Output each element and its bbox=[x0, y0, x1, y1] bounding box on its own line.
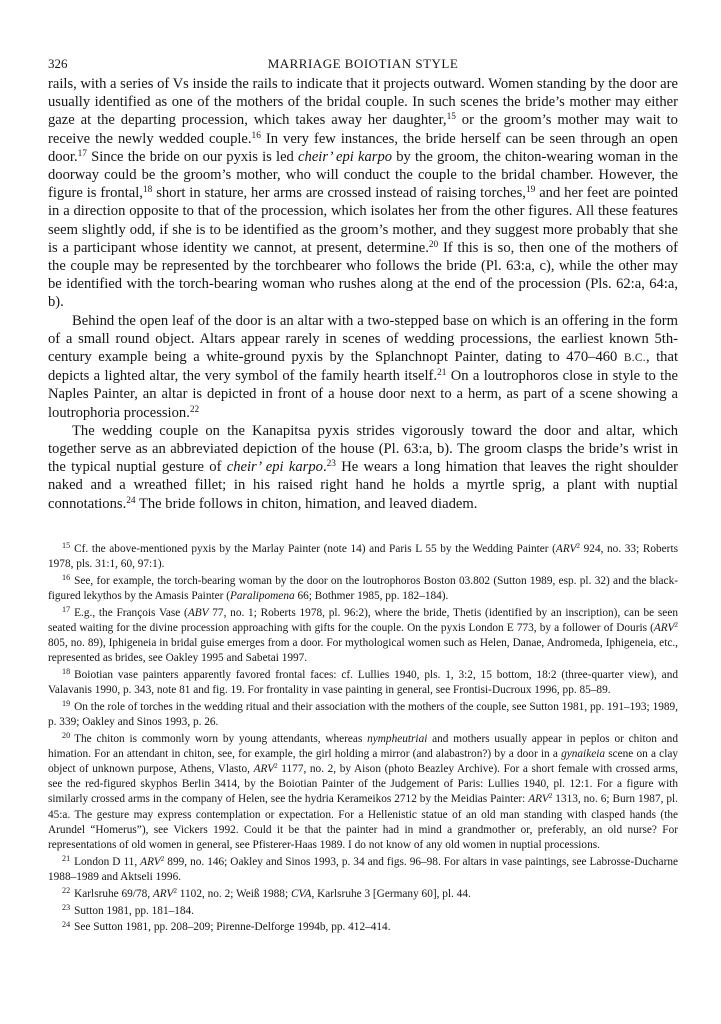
footnote-italic: ARV bbox=[528, 793, 549, 806]
footnotes bbox=[48, 542, 678, 936]
paragraph-1-note-ref: 15 bbox=[446, 112, 456, 123]
paragraph-2-note-ref: 22 bbox=[189, 404, 200, 415]
footnote-22 bbox=[48, 887, 678, 902]
footnote-text: scene on a clay object of unknown purpose, Athens, Vlasto, bbox=[48, 748, 678, 776]
paragraph-1 bbox=[48, 75, 678, 312]
footnote-text: See, for example, the torch-bearing woman by the door on the loutrophoros Boston 03.802 (Sutton 1989, esp. pl. 32) and the black-figured lekythos by the Amasis Painter ( bbox=[48, 574, 678, 603]
footnote-note-ref: 2 bbox=[674, 621, 678, 630]
footnote-21 bbox=[48, 855, 678, 885]
footnote-text: 924, no. 33; Roberts 1978, pls. 31:1, 60, 97:1). bbox=[48, 543, 678, 571]
paragraph-3-text: . bbox=[322, 459, 327, 476]
paragraph-3-text: The wedding couple on the Kanapitsa pyxis strides vigorously toward the door and altar, which together serve as an abbreviated depiction of the house (Pl. 63:a, b). The groom clasps the bride’s wrist in the typical nuptial gesture of bbox=[48, 422, 678, 476]
paragraph-3 bbox=[48, 422, 678, 513]
paragraph-1-text: and her feet are pointed in a direction opposite to that of the procession, which isolates her from the other figures. All these features seem slightly odd, if she is to be identified as the groom’s mother, and they suggest more probably that she is a participant whose identity we cannot, at present, determine. bbox=[48, 185, 679, 256]
footnote-italic: ARV bbox=[653, 622, 675, 635]
footnote-text: 899, no. 146; Oakley and Sinos 1993, p. 34 and figs. 96–98. For altars in vase paintings, see Labrosse-Ducharne 1988–1989 and Aktseli 1996. bbox=[48, 855, 678, 883]
running-header bbox=[48, 56, 678, 74]
footnote-text: , Karlsruhe 3 [Germany 60], pl. 44. bbox=[311, 887, 471, 900]
paragraph-3-italic: cheir’ epi karpo bbox=[226, 459, 323, 476]
footnote-text: Boiotian vase painters apparently favored frontal faces: cf. Lullies 1940, pls. 1, 3:2, 15 bottom, 18:2 (three-quarter view), and Valavanis 1990, p. 343, note 81 and fig. 19. For frontality in vase painting in general, see Frontisi-Ducroux 1996, pp. 85–89. bbox=[48, 669, 678, 697]
footnote-text: The chiton is commonly worn by young attendants, whereas bbox=[74, 733, 368, 746]
paragraph-3-note-ref: 23 bbox=[326, 459, 336, 470]
footnote-italic: ARV bbox=[140, 855, 161, 868]
footnote-italic: gynaikeia bbox=[561, 748, 606, 761]
footnote-text: 1313, no. 6; Burn 1987, pl. 45:a. The gesture may express contemplation or expectation. For a Hellenistic statue of an old man standing with clasped hands (the Arundel “Homerus”), see Vickers 1992. Could it be that the painter had in mind a grandmother or, preferably, an old nurse? For representations of old women in general, see Pfisterer-Haas 1989. I do not know of any old women in nuptial processions. bbox=[48, 793, 678, 851]
paragraph-2-text: B.C. bbox=[623, 352, 646, 365]
paragraph-3-text: The bride follows in chiton, himation, and leaved diadem. bbox=[135, 495, 478, 512]
footnote-note-ref: 2 bbox=[160, 854, 165, 863]
paragraph-1-note-ref: 18 bbox=[142, 185, 153, 196]
footnote-text: 77, no. 1; Roberts 1978, pl. 96:2), where the bride, Thetis (identified by an inscription), can be seen seated waiting for the divine procession approaching with gifts for the couple. On the pyxis London E 773, by a follower of Douris ( bbox=[48, 606, 678, 635]
footnote-note-ref: 2 bbox=[576, 542, 581, 551]
paragraph-1-text: rails, with a series of Vs inside the rails to indicate that it projects outward. Women standing by the door are usually identified as one of the mothers of the bridal couple. In such scenes the bride’s mother may either gaze at the departing procession, which takes away her daughter, bbox=[48, 76, 678, 129]
paragraph-1-text: Since the bride on our pyxis is led bbox=[86, 148, 299, 165]
paragraph-1-text: short in stature, her arms are crossed instead of raising torches, bbox=[152, 185, 526, 202]
footnote-16 bbox=[48, 574, 678, 604]
footnote-text: See Sutton 1981, pp. 208–209; Pirenne-Delforge 1994b, pp. 412–414. bbox=[74, 921, 391, 934]
footnote-number: 18 bbox=[62, 667, 71, 677]
footnote-number: 17 bbox=[62, 605, 71, 615]
footnote-text: Karlsruhe 69/78, bbox=[74, 887, 153, 900]
footnote-note-ref: 2 bbox=[173, 886, 177, 895]
paragraph-1-note-ref: 16 bbox=[251, 130, 261, 141]
footnote-19 bbox=[48, 700, 678, 730]
footnote-18 bbox=[48, 668, 678, 698]
footnote-23 bbox=[48, 904, 678, 919]
footnote-17 bbox=[48, 606, 678, 666]
footnote-italic: nympheutriai bbox=[367, 733, 428, 746]
footnote-text: 805, no. 89), Iphigeneia in bridal guise emerges from a door. For mythological women such as Helen, Danae, Andromeda, Iphigeneia, etc., represented as brides, see Oakley 1995 and Sabetai 1997. bbox=[48, 637, 678, 665]
footnote-24 bbox=[48, 920, 678, 935]
paragraph-3-text: He wears a long himation that leaves the right shoulder naked and a wreathed fillet; in his raised right hand he holds a myrtle sprig, a plant with nuptial connotations. bbox=[48, 459, 678, 512]
paragraph-2-text: On a loutrophoros close in style to the Naples Painter, an altar is depicted in front of a house door next to a herm, as part of a scene showing a loutrophoria procession. bbox=[48, 368, 678, 421]
footnote-text: E.g., the François Vase ( bbox=[74, 606, 188, 619]
footnote-text: London D 11, bbox=[74, 855, 141, 868]
running-title: MARRIAGE BOIOTIAN STYLE bbox=[267, 56, 459, 71]
paragraph-1-italic: cheir’ epi karpo bbox=[298, 148, 393, 165]
footnote-15 bbox=[48, 542, 678, 572]
footnote-text: and mothers usually appear in peplos or chiton and himation. For an attendant in chiton, see, for example, the girl holding a mirror (and alabastron?) by a door in a bbox=[48, 733, 678, 761]
paragraph-1-note-ref: 19 bbox=[525, 185, 536, 196]
footnote-italic: CVA bbox=[290, 887, 312, 900]
footnote-italic: ABV bbox=[187, 606, 209, 619]
paragraph-3-note-ref: 24 bbox=[126, 495, 136, 506]
footnote-italic: Paralipomena bbox=[229, 590, 295, 603]
footnote-note-ref: 2 bbox=[274, 762, 278, 771]
footnote-number: 19 bbox=[62, 699, 71, 709]
footnote-text: Sutton 1981, pp. 181–184. bbox=[74, 904, 195, 917]
footnote-number: 20 bbox=[62, 731, 71, 741]
footnote-italic: ARV bbox=[253, 763, 275, 776]
page-number: 326 bbox=[48, 56, 68, 71]
footnote-italic: ARV bbox=[555, 543, 577, 555]
footnote-note-ref: 2 bbox=[548, 792, 553, 801]
main-text bbox=[48, 75, 678, 513]
paragraph-1-text: or the groom’s mother may wait to receive the newly wedded couple. bbox=[48, 112, 678, 147]
footnote-number: 21 bbox=[62, 854, 71, 863]
footnote-number: 16 bbox=[62, 573, 71, 583]
footnote-number: 15 bbox=[62, 541, 71, 551]
paragraph-1-text: If this is so, then one of the mothers of the couple may be represented by the torchbearer who follows the bride (Pl. 63:a, c), while the other may be identified with the torch-bearing woman who rushes along at the end of the procession (Pls. 62:a, 64:a, b). bbox=[48, 239, 678, 311]
paragraph-1-text: In very few instances, the bride herself can be seen through an open door. bbox=[48, 130, 678, 165]
footnote-number: 23 bbox=[62, 902, 71, 912]
footnote-number: 22 bbox=[62, 885, 71, 895]
footnote-text: 1177, no. 2, by Aison (photo Beazley Archive). For a short female with crossed arms, see the red-figured skyphos Berlin 3414, by the Boiotian Painter of the Judgement of Paris: Lullies 1940, pl. 12:1. For a figure with similarly crossed arms in the company of Helen, see the hydria Kerameikos 2712 by the Meidias Painter: bbox=[48, 763, 678, 806]
footnote-text: Cf. the above-mentioned pyxis by the Marlay Painter (note 14) and Paris L 55 by the Wedding Painter ( bbox=[74, 543, 556, 555]
paragraph-1-note-ref: 17 bbox=[77, 148, 87, 159]
paragraph-2 bbox=[48, 312, 678, 422]
footnote-number: 24 bbox=[62, 919, 71, 929]
footnote-italic: ARV bbox=[152, 887, 174, 900]
footnote-text: 66; Bothmer 1985, pp. 182–184). bbox=[294, 590, 449, 603]
paragraph-2-note-ref: 21 bbox=[437, 368, 447, 379]
paragraph-2-text: , that depicts a lighted altar, the very symbol of the family hearth itself. bbox=[48, 349, 678, 385]
paragraph-2-text: Behind the open leaf of the door is an altar with a two-stepped base on which is an offering in the form of a small round object. Altars appear rarely in scenes of wedding processions, the earliest known 5th-century example being a white-ground pyxis by the Splanchnopt Painter, dating to 470–460 bbox=[48, 312, 678, 366]
footnote-20 bbox=[48, 732, 678, 853]
paragraph-1-note-ref: 20 bbox=[428, 239, 439, 250]
footnote-text: On the role of torches in the wedding ritual and their association with the mothers of the couple, see Sutton 1981, pp. 191–193; 1989, p. 339; Oakley and Sinos 1993, p. 26. bbox=[48, 701, 678, 729]
paragraph-1-text: by the groom, the chiton-wearing woman in the doorway could be the groom’s mother, who will conduct the couple to the bridal chamber. However, the figure is frontal, bbox=[48, 148, 679, 202]
footnote-text: 1102, no. 2; Weiß 1988; bbox=[176, 887, 291, 900]
